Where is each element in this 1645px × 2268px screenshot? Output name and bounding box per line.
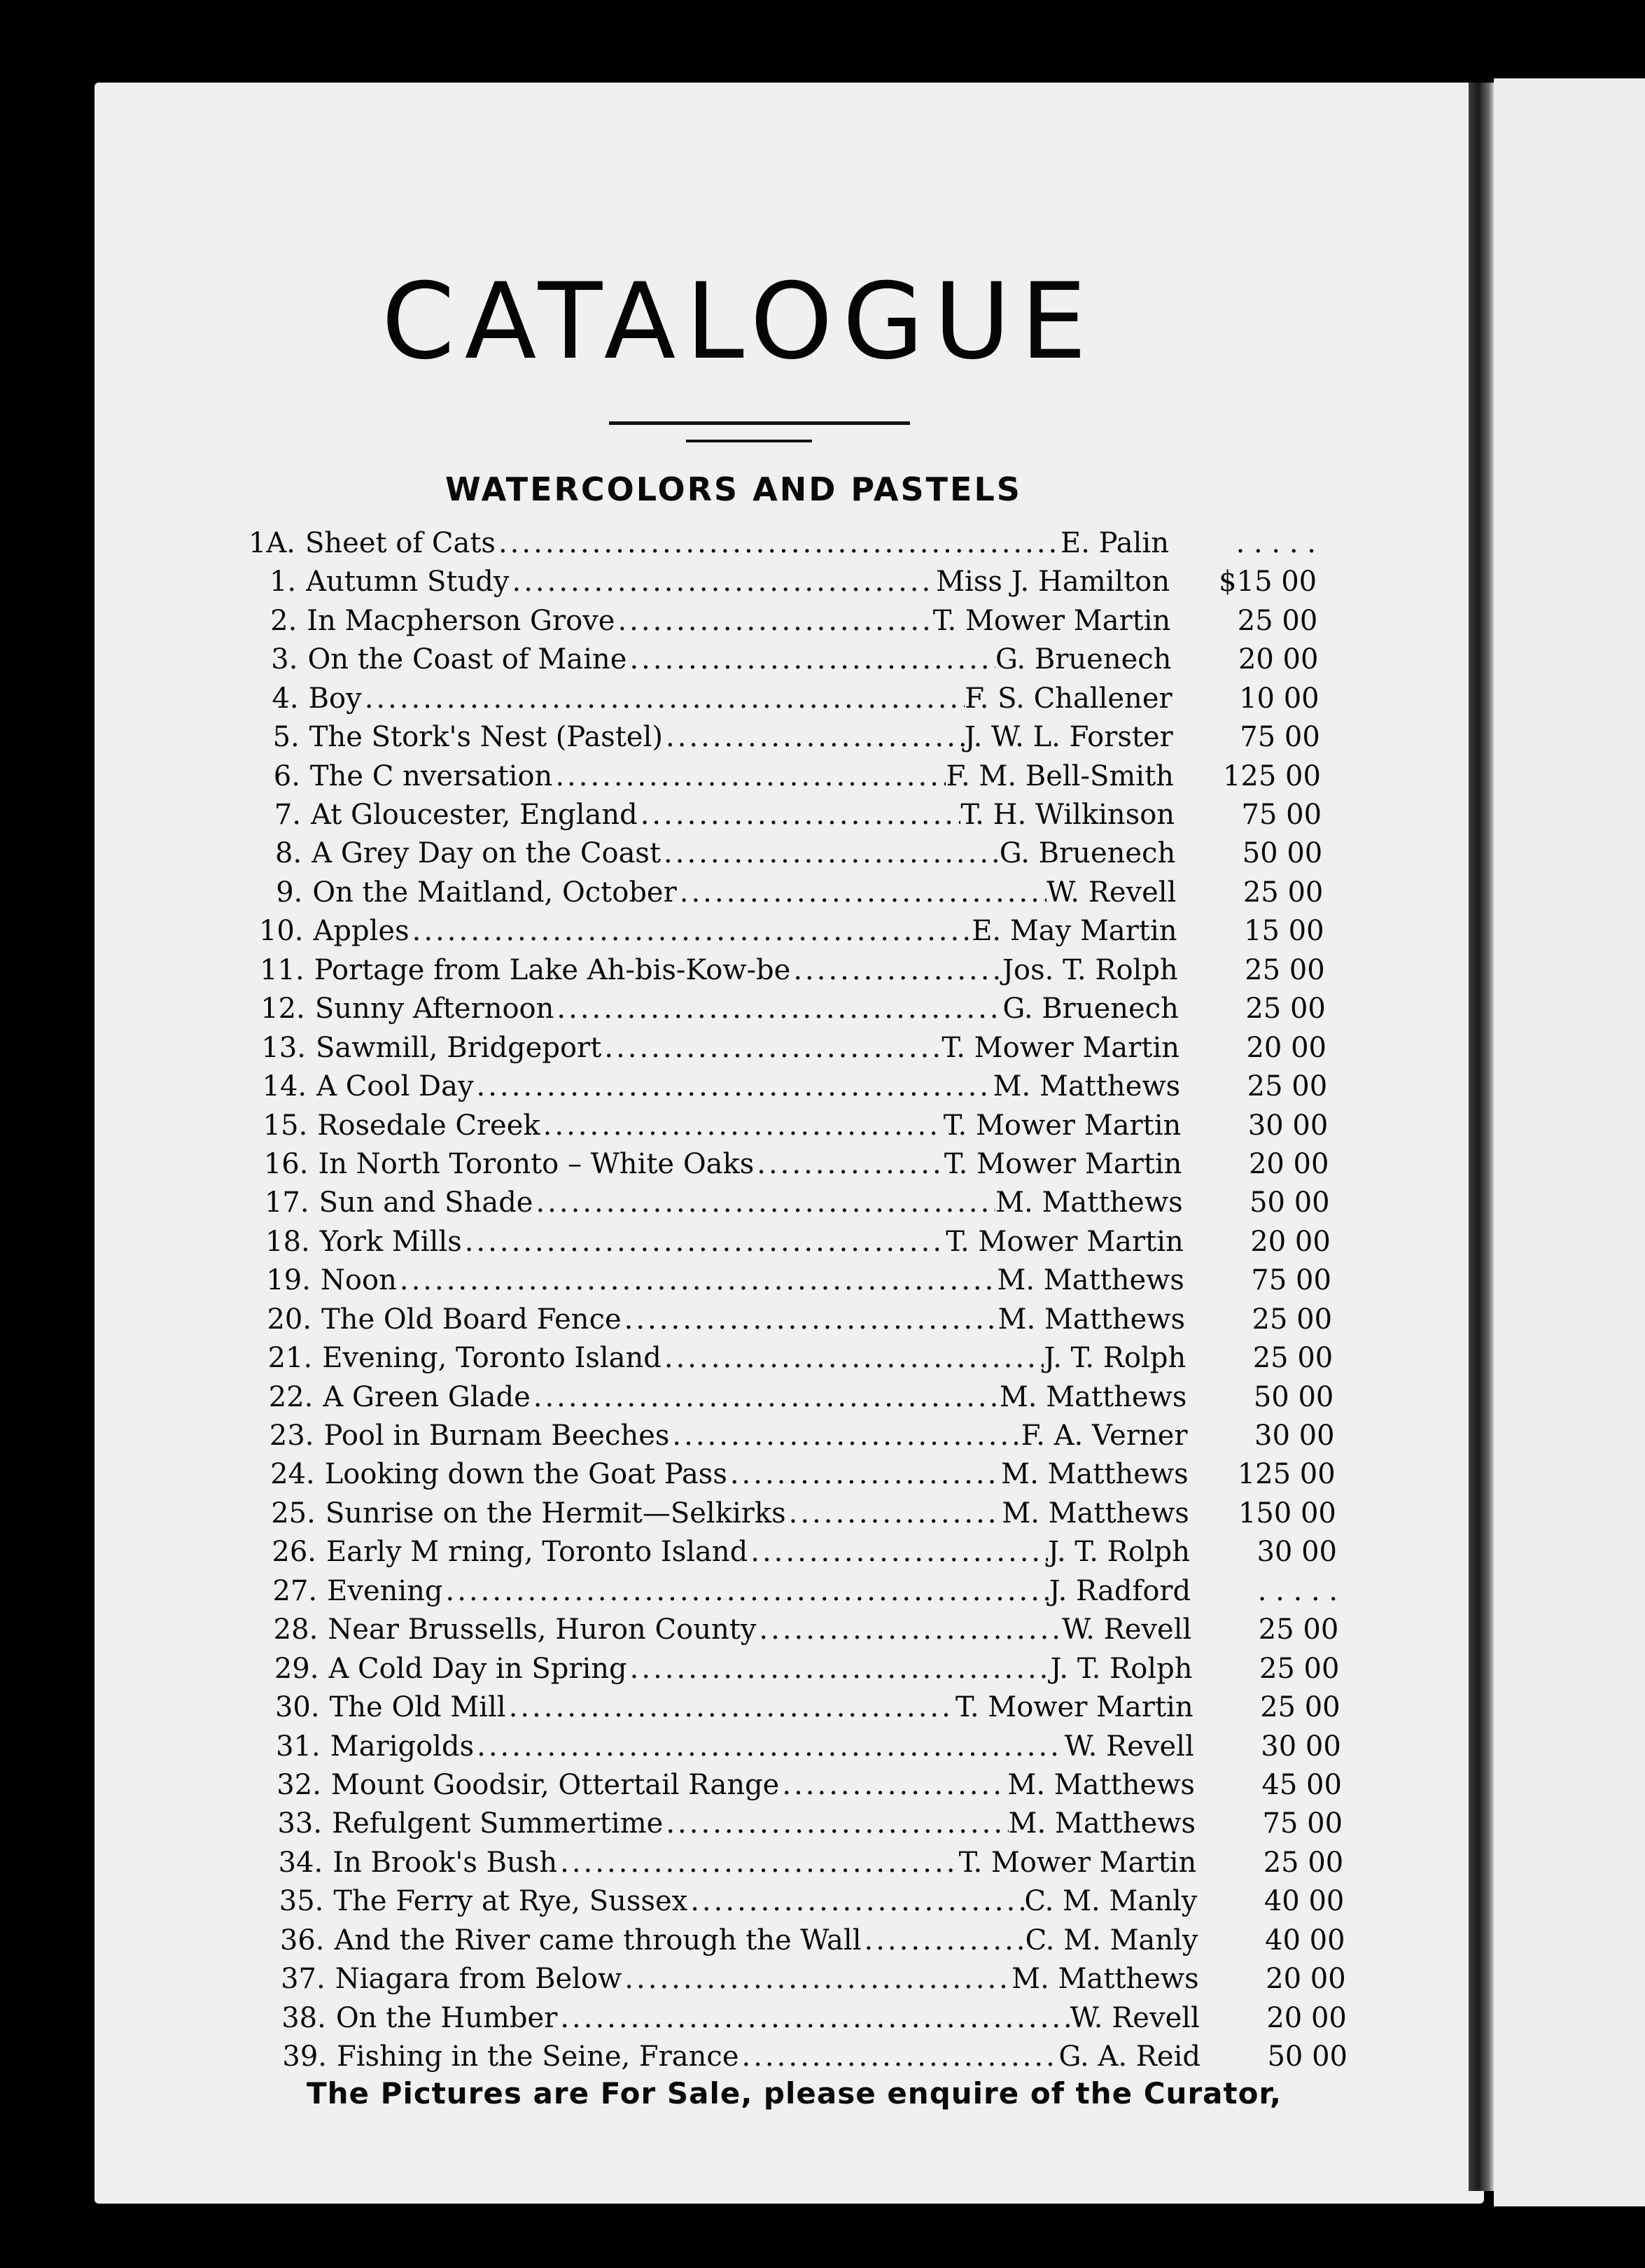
leader-dots (861, 1922, 1025, 1959)
entry-number: 30. (274, 1691, 320, 1724)
leader-dots (622, 1301, 998, 1338)
entry-title: The C nversation (309, 760, 553, 792)
leader-dots (662, 1340, 1044, 1376)
entry-artist: M. Matthews (1002, 1497, 1189, 1530)
entry-artist: T. Mower Martin (958, 1846, 1197, 1879)
entry-title-artist (318, 1146, 1182, 1182)
entry-artist: M. Matthews (995, 1186, 1183, 1219)
entry-number: 13. (261, 1031, 306, 1064)
entry-price: 25 00 (1242, 876, 1324, 909)
entry-price: 25 00 (1245, 993, 1326, 1026)
entry-price: 30 00 (1256, 1536, 1337, 1569)
entry-number: 16. (263, 1147, 309, 1180)
entry-number: 2. (270, 604, 298, 637)
leader-dots (627, 1651, 1051, 1687)
entry-price: 30 00 (1247, 1109, 1329, 1142)
entry-title: Fishing in the Seine, France (337, 2040, 739, 2073)
entry-artist: E. Palin (1060, 527, 1169, 559)
leader-dots (552, 758, 946, 794)
leader-dots (496, 525, 1060, 561)
catalogue-heading: CATALOGUE (382, 261, 1097, 383)
entry-artist: W. Revell (1046, 876, 1177, 909)
leader-dots (509, 564, 936, 600)
catalogue-entry (246, 603, 1338, 639)
entry-title-artist (310, 758, 1174, 794)
entry-title-artist (306, 564, 1170, 600)
entry-title-artist (315, 990, 1179, 1027)
entry-number: 29. (274, 1652, 319, 1685)
catalogue-entry (265, 1456, 1357, 1492)
entry-title: A Cold Day in Spring (328, 1652, 627, 1685)
entry-title: Sun and Shade (318, 1186, 533, 1219)
entry-title: Evening, Toronto Island (322, 1342, 662, 1375)
entry-price: 20 00 (1266, 2001, 1347, 2034)
catalogue-entry (273, 1883, 1365, 1919)
entry-price: 150 00 (1238, 1497, 1336, 1530)
entry-title: Sunrise on the Hermit—Selkirks (325, 1497, 786, 1530)
entry-title-artist (330, 1689, 1194, 1726)
entry-number: 17. (264, 1186, 309, 1219)
leader-dots (739, 2038, 1059, 2075)
entry-artist: T. Mower Martin (946, 1225, 1184, 1258)
catalogue-entry (257, 1107, 1349, 1144)
entry-title: Sunny Afternoon (314, 993, 554, 1026)
entry-number: 34. (278, 1846, 323, 1879)
entry-number: 22. (268, 1380, 314, 1413)
entry-title-artist (305, 525, 1169, 561)
leader-dots (557, 2000, 1070, 2036)
leader-dots (779, 1767, 1007, 1803)
catalogue-entry (249, 719, 1341, 755)
catalogue-entry (267, 1573, 1359, 1609)
entry-number: 19. (266, 1264, 311, 1297)
catalogue-entry (270, 1728, 1362, 1765)
entry-artist: J. T. Rolph (1048, 1536, 1190, 1569)
entry-price: 75 00 (1241, 799, 1322, 832)
entry-title-artist (312, 835, 1175, 872)
entry-title-artist (314, 952, 1178, 988)
leader-dots (474, 1068, 993, 1105)
entry-artist: M. Matthews (993, 1070, 1181, 1103)
entry-price: 75 00 (1262, 1807, 1343, 1840)
entry-price: 25 00 (1258, 1614, 1339, 1646)
entry-price: 15 00 (1244, 915, 1324, 948)
entry-price: 20 00 (1266, 1963, 1346, 1996)
entry-number: 12. (260, 993, 305, 1026)
heading-rule-long (609, 421, 910, 425)
entry-title: The Old Mill (329, 1691, 506, 1724)
entry-title: Refulgent Summertime (332, 1807, 664, 1840)
entry-title-artist (332, 1805, 1196, 1842)
entry-number: 26. (272, 1536, 316, 1569)
entry-artist: Miss J. Hamilton (936, 566, 1170, 598)
entry-price: 25 00 (1252, 1303, 1333, 1336)
leader-dots (687, 1883, 1024, 1919)
entry-artist: W. Revell (1062, 1614, 1192, 1646)
entry-price: 25 00 (1237, 604, 1318, 637)
entry-title-artist (324, 1418, 1188, 1454)
catalogue-entry (265, 1495, 1357, 1532)
entry-number: 38. (281, 2001, 326, 2034)
entry-price: 30 00 (1261, 1730, 1341, 1763)
leader-dots (638, 797, 961, 833)
entry-price: 20 00 (1248, 1147, 1329, 1180)
entry-title-artist (328, 1611, 1191, 1648)
leader-dots (727, 1456, 1001, 1492)
catalogue-entry (260, 1262, 1352, 1298)
entry-title: The Ferry at Rye, Sussex (333, 1885, 688, 1918)
leader-dots (626, 641, 995, 678)
entry-number: 6. (273, 760, 300, 792)
entry-price: . . . . . (1236, 527, 1316, 559)
entry-title: Sheet of Cats (305, 527, 496, 559)
catalogue-entry (245, 525, 1337, 561)
entry-number: 1. (269, 566, 297, 598)
leader-dots (557, 1844, 959, 1881)
entry-artist: M. Matthews (997, 1264, 1184, 1297)
entry-number: 35. (279, 1885, 324, 1918)
entry-title: At Gloucester, England (311, 799, 638, 832)
entry-price: 50 00 (1253, 1380, 1334, 1413)
leader-dots (677, 874, 1046, 911)
catalogue-entry (251, 797, 1343, 833)
entry-title: Early M rning, Toronto Island (326, 1536, 748, 1569)
entry-price: 50 00 (1250, 1186, 1330, 1219)
entry-artist: W. Revell (1064, 1730, 1194, 1763)
entry-title: York Mills (319, 1225, 462, 1258)
entry-artist: J. Radford (1049, 1574, 1191, 1607)
entry-title: The Stork's Nest (Pastel) (309, 721, 663, 754)
entry-title: Niagara from Below (335, 1963, 622, 1996)
catalogue-entry (268, 1651, 1360, 1687)
entry-number: 1A. (248, 527, 295, 559)
catalogue-entry (266, 1534, 1358, 1570)
entry-number: 20. (267, 1303, 312, 1336)
entry-number: 9. (276, 876, 303, 909)
entry-title: Boy (308, 682, 362, 715)
catalogue-entry (276, 2038, 1368, 2075)
entry-number: 39. (282, 2040, 327, 2073)
entry-artist: J. T. Rolph (1044, 1342, 1186, 1375)
entry-artist: C. M. Manly (1024, 1885, 1198, 1918)
entry-title: A Grey Day on the Coast (312, 837, 662, 870)
entry-artist: T. Mower Martin (955, 1691, 1194, 1724)
entry-title-artist (326, 1495, 1189, 1532)
entry-artist: M. Matthews (1007, 1768, 1195, 1801)
entry-artist: J. W. L. Forster (964, 721, 1173, 754)
entry-title-artist (333, 1883, 1197, 1919)
catalogue-entry (271, 1767, 1363, 1803)
leader-dots (748, 1534, 1048, 1570)
entry-title-artist (331, 1767, 1195, 1803)
entry-title-artist (322, 1340, 1186, 1376)
entry-title-artist (314, 913, 1177, 949)
leader-dots (540, 1107, 944, 1144)
entry-title-artist (320, 1224, 1184, 1260)
catalogue-entry (248, 680, 1340, 717)
entry-price: 25 00 (1260, 1691, 1340, 1724)
catalogue-entry (262, 1340, 1354, 1376)
entry-title-artist (321, 1262, 1184, 1298)
entry-title: On the Coast of Maine (307, 643, 627, 676)
entry-title-artist (309, 719, 1173, 755)
entry-title-artist (321, 1301, 1185, 1338)
entry-title: In North Toronto – White Oaks (318, 1147, 755, 1180)
entry-price: 45 00 (1261, 1768, 1342, 1801)
entry-artist: W. Revell (1070, 2001, 1200, 2034)
entry-price: 25 00 (1259, 1652, 1340, 1685)
section-title: WATERCOLORS AND PASTELS (445, 470, 1022, 508)
entry-number: 27. (272, 1574, 318, 1607)
entry-title: The Old Board Fence (321, 1303, 622, 1336)
entry-title-artist (337, 2038, 1200, 2075)
entry-title: Apples (313, 915, 410, 948)
entry-title-artist (332, 1844, 1196, 1881)
entry-number: 25. (271, 1497, 316, 1530)
catalogue-entry (264, 1418, 1356, 1454)
entry-number: 3. (271, 643, 298, 676)
entry-artist: T. Mower Martin (944, 1147, 1182, 1180)
entry-title-artist (335, 1961, 1199, 1997)
catalogue-entry (272, 1805, 1364, 1842)
entry-artist: T. Mower Martin (943, 1109, 1182, 1142)
entry-artist: M. Matthews (1001, 1458, 1189, 1491)
entry-title: In Macpherson Grove (307, 604, 615, 637)
entry-title: A Cool Day (316, 1070, 474, 1103)
entry-title-artist (307, 603, 1170, 639)
leader-dots (443, 1573, 1049, 1609)
entry-title-artist (328, 1651, 1192, 1687)
entry-price: . . . . . (1257, 1574, 1338, 1607)
entry-title: Pool in Burnam Beeches (323, 1420, 670, 1452)
entry-price: 125 00 (1222, 760, 1321, 792)
entry-artist: F. S. Challener (965, 682, 1172, 715)
entry-price: 10 00 (1239, 682, 1320, 715)
entry-title: Autumn Study (306, 566, 510, 598)
entry-artist: M. Matthews (999, 1380, 1187, 1413)
entry-number: 33. (277, 1807, 323, 1840)
entry-number: 7. (274, 799, 302, 832)
entry-artist: T. H. Wilkinson (960, 799, 1175, 832)
entry-artist: Jos. T. Rolph (1002, 953, 1178, 986)
entry-artist: T. Mower Martin (941, 1031, 1180, 1064)
leader-dots (533, 1184, 995, 1221)
entry-price: 25 00 (1245, 953, 1325, 986)
entry-artist: F. M. Bell-Smith (946, 760, 1174, 792)
entry-price: 20 00 (1238, 643, 1319, 676)
entry-title-artist (316, 1030, 1180, 1066)
catalogue-entry (274, 1922, 1366, 1959)
entry-artist: M. Matthews (997, 1303, 1186, 1336)
entry-number: 8. (275, 837, 302, 870)
entry-price: 25 00 (1247, 1070, 1328, 1103)
entry-price: 75 00 (1240, 721, 1320, 754)
catalogue-entry (267, 1611, 1359, 1648)
entry-price: $15 00 (1219, 566, 1317, 598)
leader-dots (362, 680, 965, 717)
entry-artist: G. A. Reid (1058, 2040, 1200, 2073)
leader-dots (622, 1961, 1011, 1997)
catalogue-entry (255, 990, 1347, 1027)
leader-dots (601, 1030, 941, 1066)
catalogue-entry (250, 758, 1342, 794)
catalogue-entry (255, 1030, 1348, 1066)
catalogue-entry (270, 1689, 1362, 1726)
entry-title-artist (311, 797, 1175, 833)
leader-dots (506, 1689, 955, 1726)
leader-dots (397, 1262, 997, 1298)
entry-price: 25 00 (1252, 1342, 1334, 1375)
entry-artist: M. Matthews (1008, 1807, 1196, 1840)
entry-title-artist (319, 1184, 1183, 1221)
entry-title-artist (312, 874, 1176, 911)
catalogue-entry (276, 2000, 1368, 2036)
leader-dots (554, 990, 1002, 1027)
entry-title-artist (335, 1922, 1198, 1959)
entry-price: 40 00 (1265, 1924, 1345, 1956)
entry-title: Portage from Lake Ah-bis-Kow-be (314, 953, 791, 986)
entry-artist: M. Matthews (1011, 1963, 1199, 1996)
leader-dots (474, 1728, 1064, 1765)
entry-title: And the River came through the Wall (334, 1924, 862, 1956)
entry-number: 5. (272, 721, 300, 754)
leader-dots (531, 1379, 1000, 1415)
leader-dots (663, 1805, 1008, 1842)
leader-dots (756, 1611, 1062, 1648)
entry-number: 18. (265, 1225, 310, 1258)
entry-price: 50 00 (1267, 2040, 1348, 2073)
leader-dots (462, 1224, 946, 1260)
leader-dots (663, 719, 965, 755)
entry-artist: G. Bruenech (1002, 993, 1179, 1026)
entry-price: 20 00 (1250, 1225, 1331, 1258)
sale-notice: The Pictures are For Sale, please enquire of the Curator, (307, 2076, 1282, 2110)
entry-title-artist (309, 680, 1172, 717)
leader-dots (790, 952, 1002, 988)
entry-artist: C. M. Manly (1025, 1924, 1198, 1956)
entry-price: 20 00 (1246, 1031, 1326, 1064)
entry-title-artist (336, 2000, 1200, 2036)
entry-artist: F. A. Verner (1021, 1420, 1188, 1452)
catalogue-entry (252, 874, 1344, 911)
entry-artist: G. Bruenech (999, 837, 1176, 870)
catalogue-entry (259, 1184, 1351, 1221)
entry-number: 15. (262, 1109, 308, 1142)
entry-number: 32. (276, 1768, 321, 1801)
entry-title: Marigolds (330, 1730, 475, 1763)
entry-title-artist (330, 1728, 1194, 1765)
entry-title-artist (323, 1379, 1186, 1415)
entry-artist: E. May Martin (972, 915, 1177, 948)
catalogue-entry (253, 913, 1345, 949)
entry-title-artist (325, 1456, 1189, 1492)
catalogue-entry (275, 1961, 1367, 1997)
entry-title: Sawmill, Bridgeport (316, 1031, 602, 1064)
catalogue-entry (251, 835, 1343, 872)
entry-artist: T. Mower Martin (932, 604, 1171, 637)
entry-price: 125 00 (1237, 1458, 1336, 1491)
entry-number: 31. (276, 1730, 321, 1763)
entry-title: A Green Glade (323, 1380, 531, 1413)
entry-number: 11. (260, 953, 304, 986)
entry-title-artist (326, 1534, 1190, 1570)
catalogue-entry (258, 1146, 1350, 1182)
entry-price: 30 00 (1254, 1420, 1335, 1452)
entry-title: Evening (327, 1574, 443, 1607)
entry-title-artist (307, 641, 1171, 678)
catalogue-entry (260, 1224, 1352, 1260)
entry-title: Near Brussells, Huron County (328, 1614, 757, 1646)
entry-number: 37. (281, 1963, 326, 1996)
entry-artist: G. Bruenech (995, 643, 1172, 676)
entry-price: 40 00 (1264, 1885, 1345, 1918)
entry-number: 24. (270, 1458, 315, 1491)
entry-title-artist (316, 1068, 1180, 1105)
entry-number: 21. (267, 1342, 313, 1375)
entry-number: 28. (273, 1614, 318, 1646)
entry-price: 75 00 (1251, 1264, 1331, 1297)
entry-title-artist (327, 1573, 1191, 1609)
leader-dots (615, 603, 932, 639)
catalogue-entry (262, 1379, 1354, 1415)
catalogue-entry (247, 641, 1339, 678)
entry-number: 36. (279, 1924, 325, 1956)
heading-rule-short (686, 440, 812, 442)
entry-price: 25 00 (1263, 1846, 1344, 1879)
entry-title: Mount Goodsir, Ottertail Range (330, 1768, 780, 1801)
book-spine (1469, 83, 1494, 2191)
entry-title: Noon (320, 1264, 397, 1297)
entry-number: 10. (258, 915, 304, 948)
entry-price: 50 00 (1242, 837, 1323, 870)
facing-page (1494, 78, 1645, 2206)
catalogue-entry (272, 1844, 1364, 1881)
leader-dots (786, 1495, 1002, 1532)
catalogue-entry (261, 1301, 1353, 1338)
entry-number: 23. (269, 1420, 314, 1452)
entry-title: On the Humber (335, 2001, 558, 2034)
entry-title: In Brook's Bush (332, 1846, 558, 1879)
entry-title-artist (317, 1107, 1181, 1144)
leader-dots (669, 1418, 1021, 1454)
catalogue-entry (246, 564, 1338, 600)
entry-title: On the Maitland, October (312, 876, 677, 909)
entry-title: Rosedale Creek (317, 1109, 540, 1142)
entry-title: Looking down the Goat Pass (324, 1458, 727, 1491)
entry-number: 4. (272, 682, 299, 715)
leader-dots (661, 835, 1000, 872)
leader-dots (754, 1146, 944, 1182)
catalogue-entry (256, 1068, 1348, 1105)
catalogue-entry (254, 952, 1346, 988)
leader-dots (410, 913, 972, 949)
entry-number: 14. (262, 1070, 307, 1103)
entry-artist: J. T. Rolph (1050, 1652, 1193, 1685)
